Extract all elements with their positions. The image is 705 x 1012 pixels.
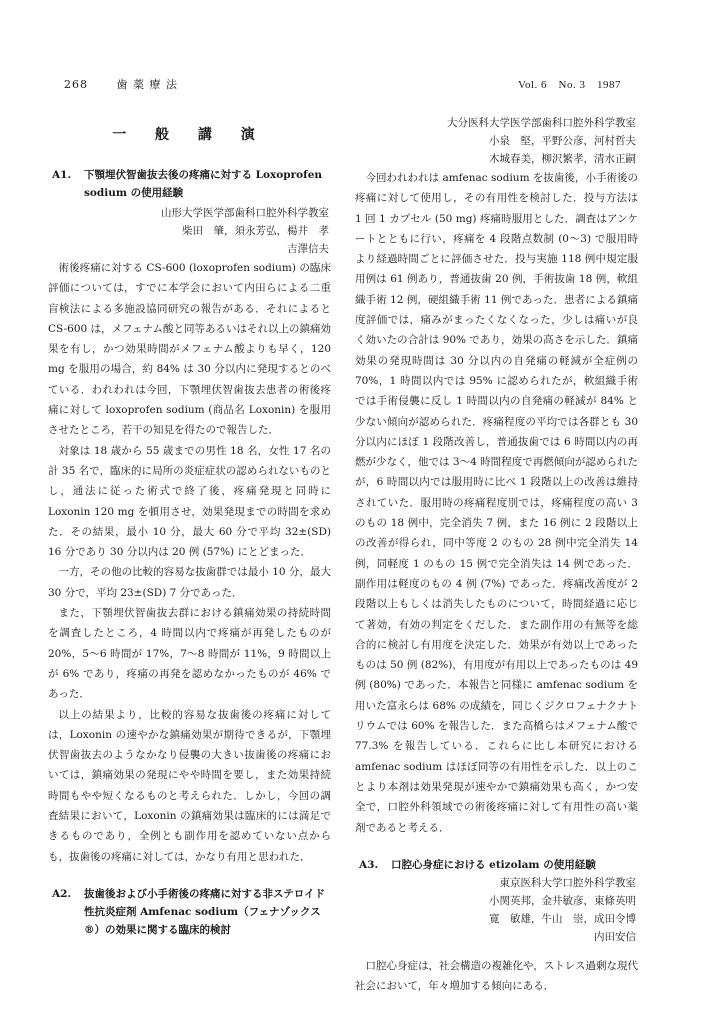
page-number: 268 [64,78,88,91]
affiliation: 東京医科大学口腔外科学教室 [499,876,636,889]
running-header-left [64,76,178,92]
abstract-heading [48,166,331,202]
body-paragraph: 口腔心身症は，社会構造の複雑化や，ストレス過剰な現代社会において，年々増加する傾向にある． [355,959,638,993]
journal-name: 歯 薬 療 法 [116,78,178,91]
authors: 内田安信 [594,930,636,943]
authors: 小泉 堅，平野公彦，河村哲夫 [489,135,636,147]
body-paragraph: また，下顎埋伏智歯抜去群における鎮痛効果の持続時間を調査したところ，4 時間以内で疼痛が再発したものが 20%，5～6 時間が 17%，7～8 時間が 11%，9 時間以上が 6% であり，疼痛の再発を認めなかったものが 46% であった． [48,607,331,701]
left-column [48,100,331,939]
abstract-title: 抜歯後および小手術後の疼痛に対する非ステロイド性抗炎症剤 Amfenac sodium（フェナゾックス®）の効果に関する臨床的検討 [84,887,325,936]
abstract-number: A2. [52,887,72,900]
affiliation: 大分医科大学医学部歯科口腔外科学教室 [447,117,636,129]
abstract-a3 [355,856,638,997]
authors: 吉澤信夫 [287,243,329,255]
body-paragraph: 以上の結果より，比較的容易な抜歯後の疼痛に対しては，Loxonin の速やかな鎮痛効果が期待できるが，下顎埋伏智歯抜去のようなかなり侵襲の大きい抜歯後の疼痛においては，鎮痛効果の発現にやや時間を要し，また効果持続時間もやや短くなるものと考えられた．しかし，今回の調査結果において，Loxonin の鎮痛効果は臨床的には満足できるものであり，全例とも副作用を認めていない点からも，抜歯後の疼痛に対しては，かなり有用と思われた． [48,708,331,863]
authors: 寛 敏雄，牛山 崇，成田令博 [489,912,636,925]
affiliation: 山形大学医学部歯科口腔外科学教室 [161,207,329,219]
right-column [355,114,638,996]
section-title: 一 般 講 演 [112,127,267,143]
abstract-a2-heading-block [48,885,331,939]
abstract-title: 下顎埋伏智歯抜去後の疼痛に対する Loxoprofen sodium の使用経験 [84,169,323,199]
authors: 柴田 肇，須永芳弘，楊井 孝 [182,225,329,237]
abstract-title: 口腔心身症における etizolam の使用経験 [391,858,596,871]
authors: 木城春美，柳沢繁孝，清水正嗣 [489,153,636,165]
abstract-heading [355,856,638,874]
authors: 小関英邦，金井敏彦，東條英明 [489,894,636,907]
body-paragraph: 術後疼痛に対する CS-600 (loxoprofen sodium) の臨床評価については，すでに本学会において内田らによる二重盲検法による多施設協同研究の報告がある．それによると CS-600 は，メフェナム酸と同等あるいはそれ以上の鎮痛効果を有し，かつ効果時間がメフェナム酸よりも早く，120 mg を服用の場合，約 84% は 30 分以内に発現するとのべている．われわれは今回，下顎埋伏智歯抜去患者の術後疼痛に対して loxoprofen sodium (商品名 Loxonin) を服用させたところ，若干の知見を得たので報告した． [48,262,331,437]
body-paragraph: 今回われわれは amfenac sodium を抜歯後，小手術後の疼痛に対して使用し，その有用性を検討した．投与方法は 1 回 1 カプセル (50 mg) 疼痛時服用とした．調査はアンケートとともに行い，疼痛を 4 段階点数制 (0～3) で服用時より経過時間ごとに評価させた．投与実施 118 例中規定服用例は 61 例あり，普通抜歯 20 例，手術抜歯 18 例，軟組織手術 12 例，硬組織手術 11 例であった．患者による鎮痛度評価では，痛みがまったくなくなった，少しは痛いが良く効いたの合計は 90% であり，効果の高さを示した．鎮痛効果の発現時間は 30 分以内の自発痛の軽減が全症例の 70%，1 時間以内では 95% に認められたが，軟組織手術では手術侵襲に反し 1 時間以内の自発痛の軽減が 84% と少ない傾向が認められた．疼痛程度の平均では各群とも 30 分以内にほぼ 1 段階改善し，普通抜歯では 6 時間以内の再燃が少なく，他では 3～4 時間程度で再燃傾向が認められたが，6 時間以内では服用時に比べ 1 段階以上の改善は維持されていた．服用時の疼痛程度別では，疼痛程度の高い 3 のもの 18 例中，完全消失 7 例，また 16 例に 2 段階以上の改善が得られ，同中等度 2 のもの 28 例中完全消失 14 例，同軽度 1 のもの 15 例で完全消失は 14 例であった．副作用は軽度のもの 4 例 (7%) であった．疼痛改善度が 2 段階以上もしくは消失したものについて，時間経過に応じて著効，有効の判定をくだした．また副作用の有無等を総合的に検討し有用度を決定した．効果が有効以上であったものは 50 例 (82%)，有用度が有用以上であったものは 49 例 (80%) であった．本報告と同様に amfenac sodium を用いた富永らは 68% の成績を，同じくジクロフェナクナトリウムでは 60% を報告した．また高橋らはメフェナム酸で 77.3% を報告している．これらに比し本研究における amfenac sodium はほぼ同等の有用性を示した．以上のことより本剤は効果発現が速やかで鎮痛効果も高く，かつ安全で，口腔外科領域での術後疼痛に対して有用性の高い薬剤であると考える． [355,172,638,834]
volume-info: Vol. 6 No. 3 1987 [517,79,621,91]
abstract-a1 [48,166,331,867]
abstract-number: A1. [52,169,72,181]
abstract-number: A3. [359,858,379,871]
body-paragraph: 対象は 18 歳から 55 歳までの男性 18 名，女性 17 名の計 35 名で，臨床的に局所の炎症症状の認められないものとし，通法に従った術式で終了後，疼痛発現と同時に Loxonin 120 mg を頓用させ，効果発現までの時間を求めた．その結果，最小 10 分，最大 60 分で平均 32±(SD) 16 分であり 30 分以内は 20 例 (57%) にとどまった． [48,444,331,559]
abstract-a2-body [355,114,638,838]
abstract-heading [48,885,331,939]
body-paragraph: 一方，その他の比較的容易な抜歯群では最小 10 分，最大 30 分で，平均 23±(SD) 7 分であった． [48,566,331,599]
